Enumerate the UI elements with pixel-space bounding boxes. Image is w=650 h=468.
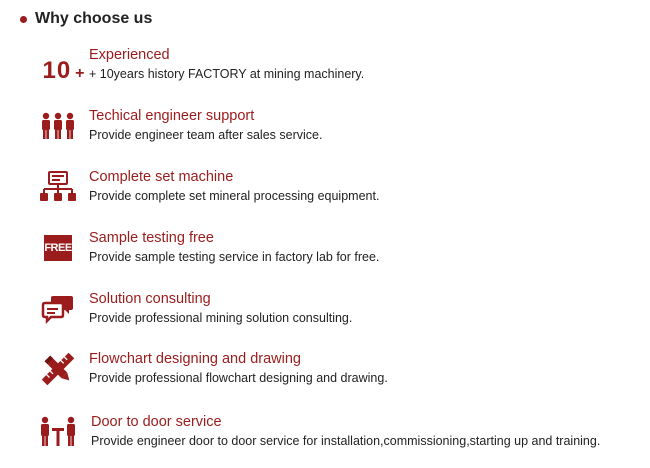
ten-plus-icon (40, 52, 88, 90)
machine-network-icon (38, 168, 78, 206)
feature-title: Experienced (89, 47, 170, 63)
feature-item-experienced (38, 46, 638, 92)
feature-text (89, 107, 649, 144)
bullet-dot-icon (20, 16, 27, 23)
feature-item-flowchart-design (38, 350, 638, 396)
feature-description: + 10years history FACTORY at mining machinery. (89, 67, 365, 81)
feature-title: Solution consulting (89, 291, 211, 307)
feature-text (89, 229, 649, 266)
feature-description: Provide sample testing service in factory lab for free. (89, 250, 380, 264)
engineers-group-icon (38, 107, 78, 145)
door-service-icon (38, 413, 78, 451)
feature-text (89, 290, 649, 327)
feature-item-solution-consulting (38, 290, 638, 336)
ten-plus-sign: + (75, 65, 86, 82)
ten-plus-number: 10 (42, 57, 72, 84)
feature-title: Techical engineer support (89, 108, 255, 124)
free-badge-label: FREE (44, 235, 72, 261)
feature-text (89, 168, 649, 205)
free-badge-icon (38, 229, 78, 267)
feature-title: Flowchart designing and drawing (89, 351, 301, 367)
feature-item-door-to-door (38, 413, 638, 459)
section-title: Why choose us (35, 10, 153, 27)
feature-description: Provide complete set mineral processing equipment. (89, 189, 380, 203)
feature-description: Provide engineer team after sales service. (89, 128, 323, 142)
feature-text (91, 413, 650, 450)
feature-item-complete-set (38, 168, 638, 214)
chat-bubbles-icon (38, 290, 78, 328)
feature-description: Provide engineer door to door service for installation,commissioning,starting up and training. (91, 434, 601, 448)
feature-description: Provide professional mining solution consulting. (89, 311, 353, 325)
feature-description: Provide professional flowchart designing and drawing. (89, 371, 388, 385)
feature-item-sample-testing (38, 229, 638, 275)
feature-item-engineer-support (38, 107, 638, 153)
pencil-ruler-icon (38, 350, 78, 388)
feature-text (89, 46, 649, 83)
feature-title: Sample testing free (89, 230, 214, 246)
feature-title: Complete set machine (89, 169, 234, 185)
section-header (20, 8, 152, 30)
feature-title: Door to door service (91, 414, 222, 430)
feature-text (89, 350, 649, 387)
